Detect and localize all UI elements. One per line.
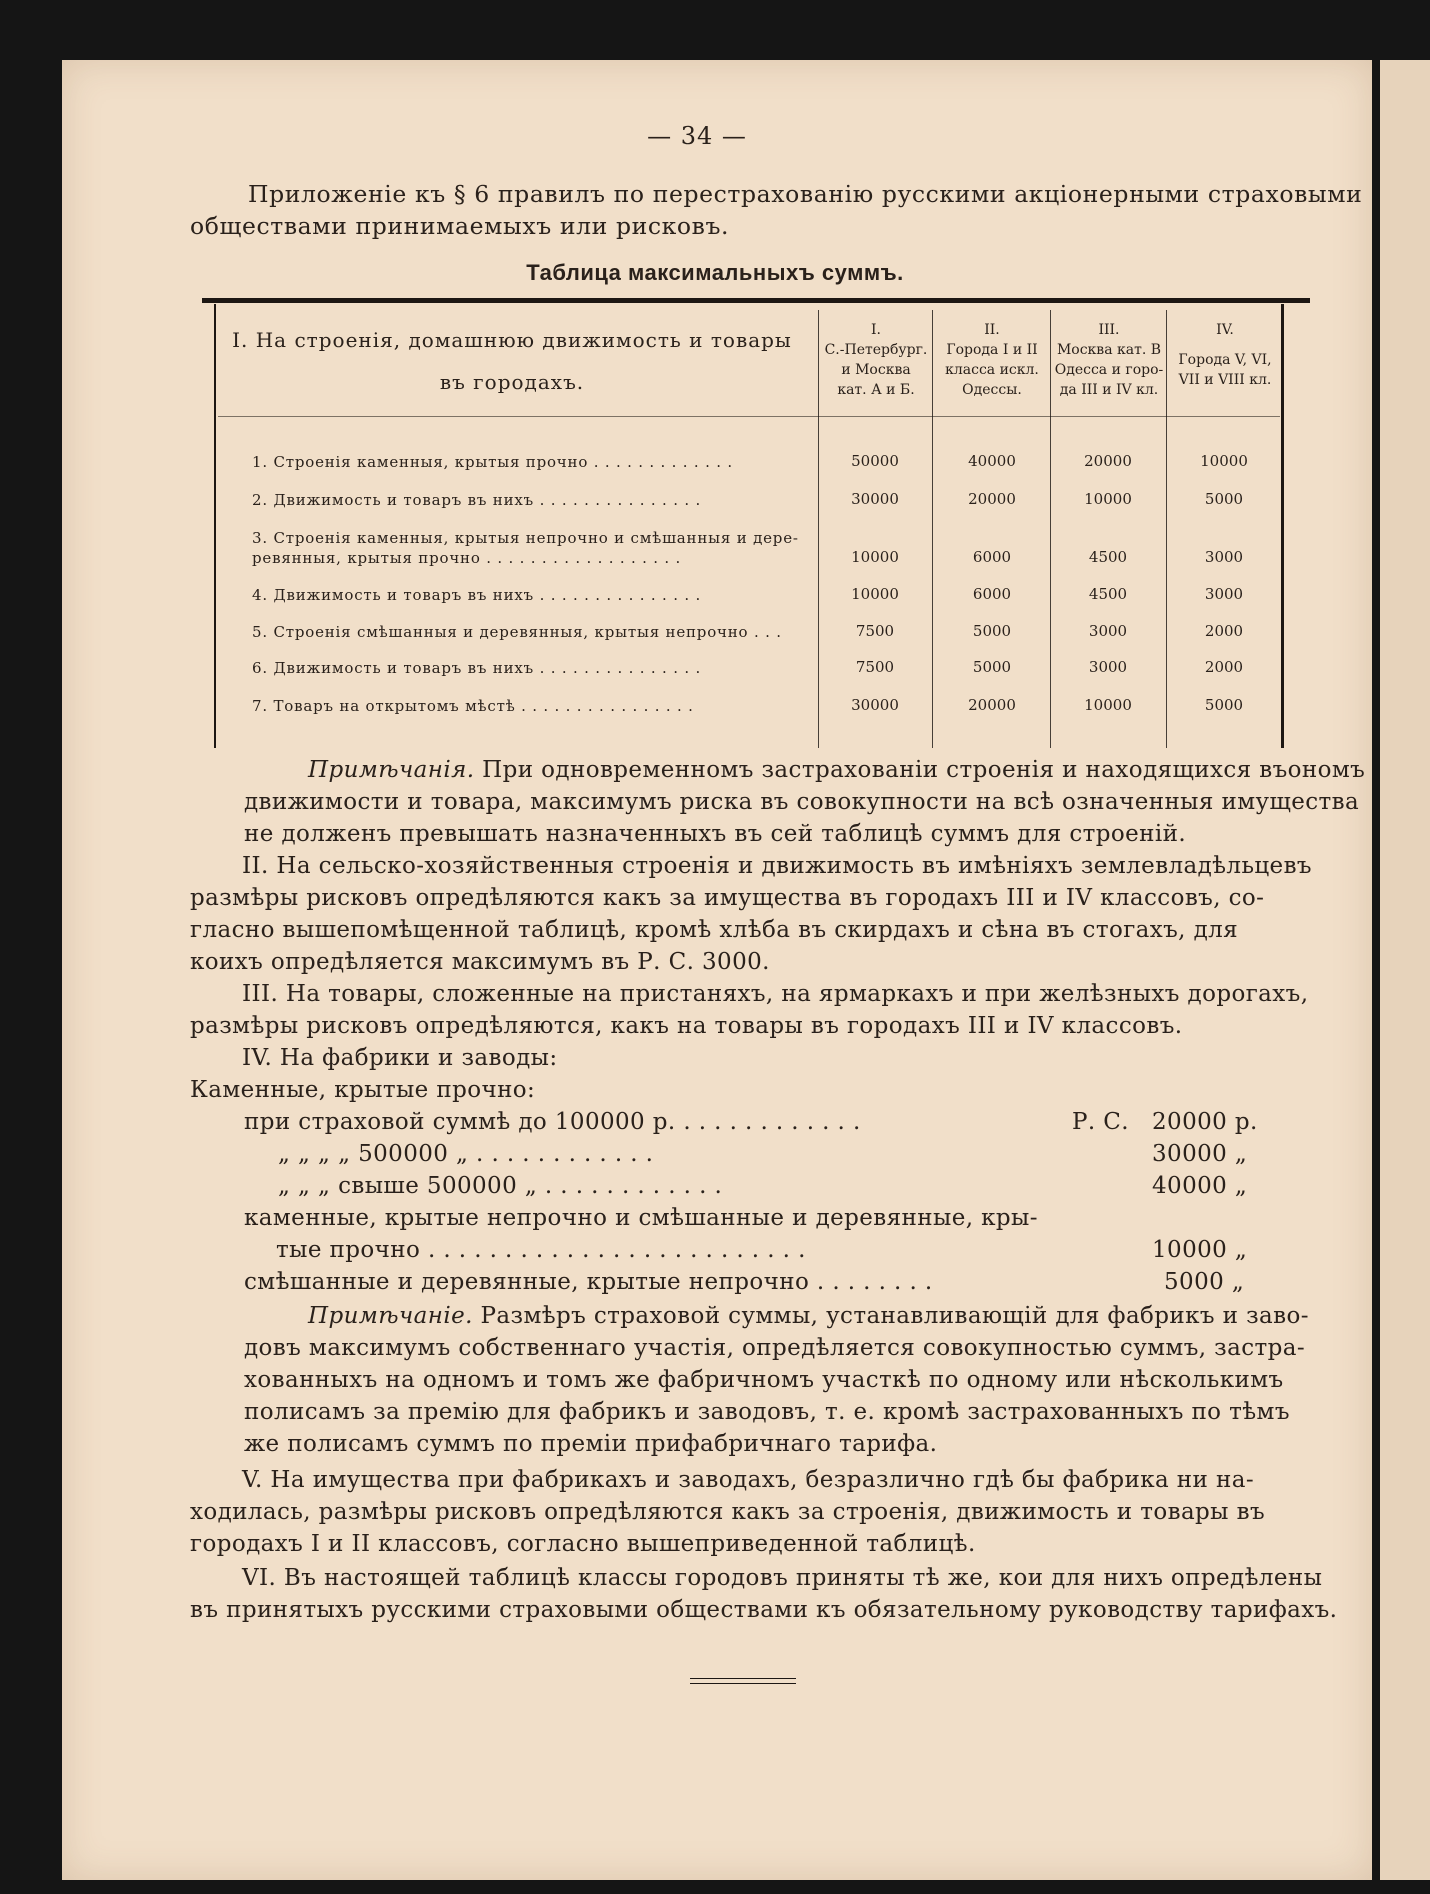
table-header-left-line-2: въ городахъ.	[439, 370, 585, 394]
row-label-continued: ревянныя, крытыя прочно . . . . . . . . . . . . . . . . . .	[252, 549, 682, 567]
row-label: 3. Строенія каменныя, крытыя непрочно и смѣшанныя и дере-	[252, 529, 799, 547]
factory-value: 5000 „	[1164, 1269, 1245, 1295]
note-1-line-1	[308, 754, 1365, 786]
column-text: С.-Петербург.	[824, 342, 928, 358]
section-v-line-1: V. На имущества при фабрикахъ и заводахъ, безразлично гдѣ бы фабрика ни на-	[242, 1467, 1254, 1493]
column-number: I.	[871, 322, 881, 338]
row-label: 6. Движимость и товаръ въ нихъ . . . . . . . . . . . . . . .	[252, 659, 702, 677]
page-number: — 34 —	[647, 122, 747, 150]
table-cell: 10000	[1084, 696, 1132, 714]
section-iii-line-2: размѣры рисковъ опредѣляются, какъ на товары въ городахъ III и IV классовъ.	[190, 1013, 1183, 1039]
note-2-line-3: хованныхъ на одномъ и томъ же фабричномъ участкѣ по одному или нѣсколькимъ	[244, 1367, 1284, 1393]
column-text: и Москва	[841, 362, 911, 378]
section-iv-subheading: Каменные, крытые прочно:	[190, 1077, 536, 1103]
table-cell: 10000	[1084, 490, 1132, 508]
table-cell: 30000	[851, 490, 899, 508]
note-text: При одновременномъ застрахованіи строенія и находящихся въономъ	[474, 757, 1366, 783]
table-col-divider-2	[932, 310, 933, 748]
section-ii-line-2: размѣры рисковъ опредѣляются какъ за имущества въ городахъ III и IV классовъ, со-	[190, 885, 1265, 911]
table-cell: 4500	[1088, 548, 1128, 566]
adjacent-page-edge	[1380, 60, 1430, 1880]
section-vi-line-2: въ принятыхъ русскими страховыми обществами къ обязательному руководству тарифахъ.	[190, 1597, 1338, 1623]
note-2-line-5: же полисамъ суммъ по преміи прифабричнаго тарифа.	[244, 1431, 938, 1457]
note-text: Размѣръ страховой суммы, устанавливающій для фабрикъ и заво-	[472, 1303, 1309, 1329]
note-label: Примѣчанія.	[308, 757, 475, 783]
table-cell: 40000	[968, 452, 1016, 470]
column-number: III.	[1098, 322, 1120, 338]
column-text: Москва кат. В	[1056, 342, 1162, 358]
row-label: 4. Движимость и товаръ въ нихъ . . . . . . . . . . . . . . .	[252, 586, 702, 604]
factory-value: 10000 „	[1152, 1237, 1248, 1263]
column-text: кат. А и Б.	[837, 382, 915, 398]
column-text: VII и VIII кл.	[1178, 372, 1272, 388]
section-v-line-3: городахъ I и II классовъ, согласно вышеприведенной таблицѣ.	[190, 1531, 976, 1557]
column-text: Города I и II	[946, 342, 1038, 358]
table-header-left-line-1: I. На строенія, домашнюю движимость и товары	[232, 328, 792, 352]
note-label: Примѣчаніе.	[308, 1303, 473, 1329]
factory-label: смѣшанные и деревянные, крытые непрочно . . . . . . . .	[244, 1269, 933, 1295]
table-left-border	[214, 304, 216, 748]
heading-line-2: обществами принимаемыхъ или рисковъ.	[190, 212, 730, 240]
table-col-divider-3	[1050, 310, 1051, 748]
factory-label: „ „ „ „ 500000 „ . . . . . . . . . . . .	[278, 1141, 654, 1167]
heading-line-1: Приложеніе къ § 6 правилъ по перестрахованію русскими акціонерными страховыми	[248, 180, 1363, 208]
section-vi-line-1: VI. Въ настоящей таблицѣ классы городовъ приняты тѣ же, кои для нихъ опредѣлены	[242, 1565, 1323, 1591]
table-cell: 30000	[851, 696, 899, 714]
closing-rule-bottom	[690, 1683, 796, 1684]
row-label: 2. Движимость и товаръ въ нихъ . . . . . . . . . . . . . . .	[252, 491, 702, 509]
table-cell: 4500	[1088, 585, 1128, 603]
note-1-line-2: движимости и товара, максимумъ риска въ совокупности на всѣ означенныя имущества	[244, 789, 1360, 815]
section-ii-line-3: гласно вышепомѣщенной таблицѣ, кромѣ хлѣба въ скирдахъ и сѣна въ стогахъ, для	[190, 917, 1239, 943]
table-cell: 20000	[968, 490, 1016, 508]
section-ii-line-4: коихъ опредѣляется максимумъ въ Р. С. 3000.	[190, 949, 770, 975]
table-column-header-1	[820, 320, 932, 400]
table-column-header-3	[1052, 320, 1166, 400]
column-text: Одессы.	[962, 382, 1022, 398]
table-cell: 10000	[851, 548, 899, 566]
table-cell: 20000	[968, 696, 1016, 714]
factory-label: тые прочно . . . . . . . . . . . . . . . . . . . . . . . . .	[276, 1237, 806, 1263]
table-cell: 5000	[1204, 490, 1244, 508]
table-col-divider-4	[1166, 310, 1167, 748]
note-2-line-1	[308, 1300, 1309, 1332]
note-2-line-2: довъ максимумъ собственнаго участія, опредѣляется совокупностью суммъ, застра-	[244, 1335, 1306, 1361]
factory-label: каменные, крытые непрочно и смѣшанные и деревянные, кры-	[244, 1205, 1038, 1231]
column-text: Одесса и горо-	[1054, 362, 1164, 378]
table-cell: 20000	[1084, 452, 1132, 470]
table-cell: 50000	[851, 452, 899, 470]
table-column-header-2	[934, 320, 1050, 400]
table-cell: 2000	[1204, 658, 1244, 676]
factory-label: при страховой суммѣ до 100000 р. . . . . . . . . . . . .	[244, 1109, 861, 1135]
table-cell: 5000	[972, 658, 1012, 676]
table-cell: 10000	[851, 585, 899, 603]
factory-value: 20000 р.	[1152, 1109, 1258, 1135]
row-label: 1. Строенія каменныя, крытыя прочно . . . . . . . . . . . . .	[252, 453, 733, 471]
column-number: II.	[984, 322, 1000, 338]
row-label: 7. Товаръ на открытомъ мѣстѣ . . . . . . . . . . . . . . . .	[252, 697, 694, 715]
table-cell: 3000	[1088, 658, 1128, 676]
section-v-line-2: ходилась, размѣры рисковъ опредѣляются какъ за строенія, движимость и товары въ	[190, 1499, 1265, 1525]
table-column-header-4	[1168, 320, 1282, 390]
table-cell: 3000	[1204, 548, 1244, 566]
table-cell: 3000	[1088, 622, 1128, 640]
column-number: IV.	[1216, 322, 1234, 338]
table-cell: 7500	[855, 658, 895, 676]
section-iv-heading: IV. На фабрики и заводы:	[242, 1045, 558, 1071]
table-cell: 3000	[1204, 585, 1244, 603]
document-page	[62, 60, 1372, 1880]
table-cell: 5000	[1204, 696, 1244, 714]
table-cell: 7500	[855, 622, 895, 640]
table-cell: 10000	[1200, 452, 1248, 470]
factory-value: 40000 „	[1152, 1173, 1248, 1199]
factory-prefix: Р. С.	[1072, 1109, 1130, 1135]
table-top-rule	[202, 298, 1310, 303]
note-2-line-4: полисамъ за премію для фабрикъ и заводовъ, т. е. кромѣ застрахованныхъ по тѣмъ	[244, 1399, 1290, 1425]
table-cell: 2000	[1204, 622, 1244, 640]
table-cell: 6000	[972, 548, 1012, 566]
column-text: да III и IV кл.	[1059, 382, 1159, 398]
closing-rule-top	[690, 1678, 796, 1679]
factory-label: „ „ „ свыше 500000 „ . . . . . . . . . . . .	[278, 1173, 723, 1199]
table-cell: 5000	[972, 622, 1012, 640]
table-cell: 6000	[972, 585, 1012, 603]
table-title: Таблица максимальныхъ суммъ.	[526, 260, 904, 285]
factory-value: 30000 „	[1152, 1141, 1248, 1167]
row-label: 5. Строенія смѣшанныя и деревянныя, крытыя непрочно . . .	[252, 623, 782, 641]
table-header-rule	[218, 416, 1280, 417]
column-text: класса искл.	[945, 362, 1039, 378]
section-ii-line-1: II. На сельско-хозяйственныя строенія и движимость въ имѣніяхъ землевладѣльцевъ	[242, 853, 1312, 879]
section-iii-line-1: III. На товары, сложенные на пристаняхъ, на ярмаркахъ и при желѣзныхъ дорогахъ,	[242, 981, 1309, 1007]
note-1-line-3: не долженъ превышать назначенныхъ въ сей таблицѣ суммъ для строеній.	[244, 821, 1187, 847]
column-text: Города V, VI,	[1178, 352, 1272, 368]
